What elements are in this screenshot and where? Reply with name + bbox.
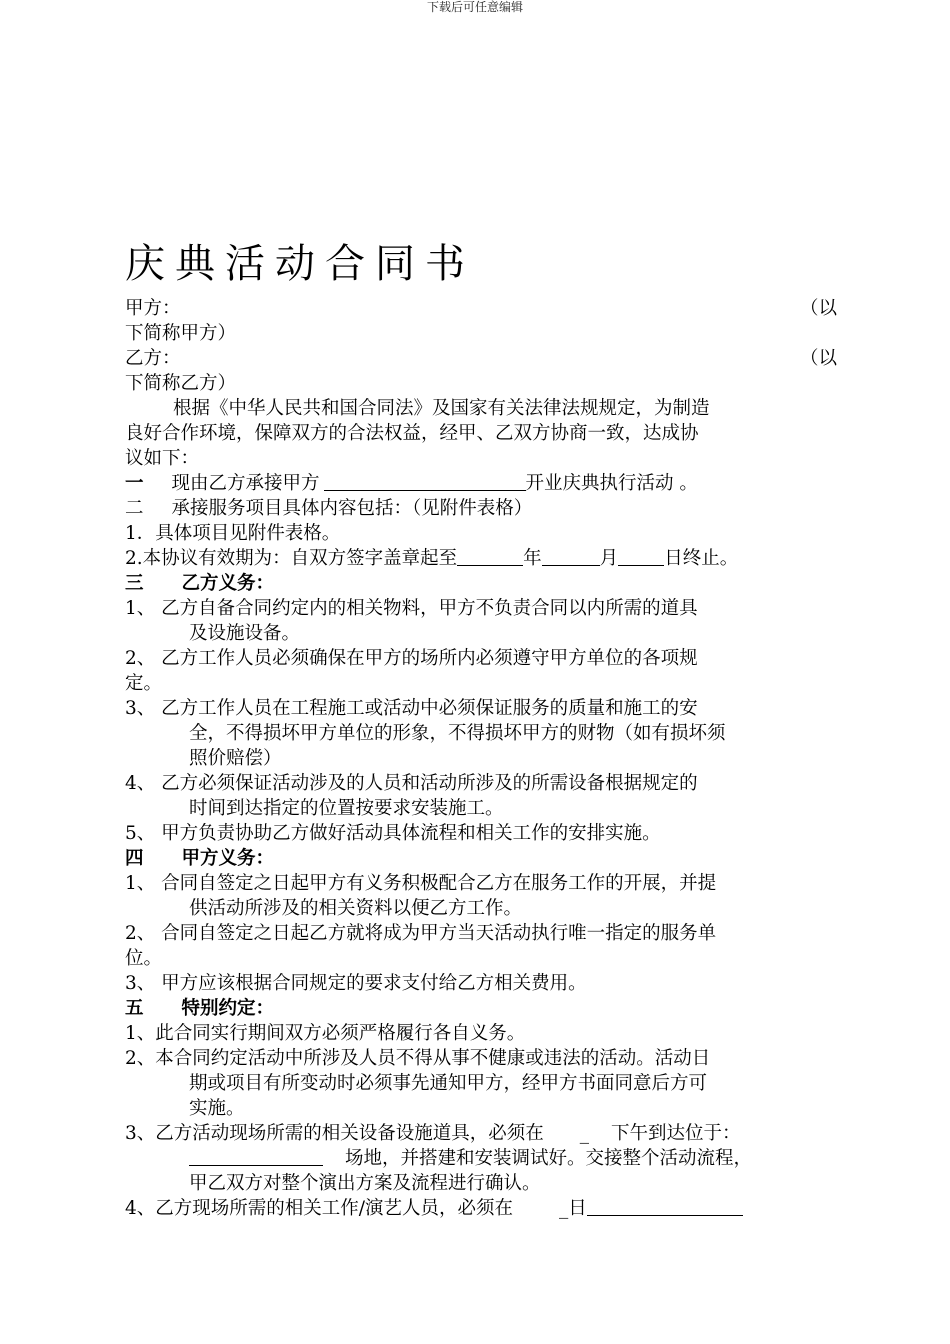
- day-label: 日终止。: [664, 548, 739, 569]
- party-a-label: 甲方：: [125, 298, 181, 319]
- section-2-text: 承接服务项目具体内容包括：（见附件表格）: [171, 498, 533, 519]
- section-5-item-1: 1、此合同实行期间双方必须严格履行各自义务。: [125, 1023, 526, 1044]
- party-a-suffix: （以: [799, 298, 837, 319]
- section-5-item-3a-end: 下午到达位于：: [611, 1123, 741, 1144]
- section-1: [125, 471, 837, 496]
- section-4-item-1b: 供活动所涉及的相关资料以便乙方工作。: [189, 898, 523, 919]
- day-blank: [618, 547, 664, 566]
- section-5: [125, 996, 837, 1021]
- party-a-cont: 下简称甲方）: [125, 323, 237, 344]
- section-5-item-3c: 甲乙双方对整个演出方案及流程进行确认。: [189, 1173, 541, 1194]
- section-3-item-4a: 4、 乙方必须保证活动涉及的人员和活动所涉及的所需设备根据规定的: [125, 773, 698, 794]
- section-2-item-1: 1．具体项目见附件表格。: [125, 523, 341, 544]
- section-4-num: 四: [125, 848, 144, 869]
- preamble-line-2: 良好合作环境，保障双方的合法权益，经甲、乙双方协商一致，达成协: [125, 423, 699, 444]
- section-3-item-5: 5、 甲方负责协助乙方做好活动具体流程和相关工作的安排实施。: [125, 823, 661, 844]
- party-b-cont: 下简称乙方）: [125, 373, 237, 394]
- section-3-item-3b: 全，不得损坏甲方单位的形象，不得损坏甲方的财物（如有损坏须: [189, 723, 726, 744]
- party-b-suffix: （以: [799, 348, 837, 369]
- validity-text: 2.本协议有效期为：自双方签字盖章起至: [125, 548, 458, 569]
- section-5-item-2a: 2、本合同约定活动中所涉及人员不得从事不健康或违法的活动。活动日: [125, 1048, 711, 1069]
- section-3-title: 乙方义务：: [181, 573, 275, 594]
- preamble-line-1: 根据《中华人民共和国合同法》及国家有关法律法规规定，为制造: [173, 398, 710, 419]
- month-label: 月: [599, 548, 619, 569]
- section-4-item-1a: 1、 合同自签定之日起甲方有义务积极配合乙方在服务工作的开展，并提: [125, 873, 717, 894]
- section-3-item-2b: 定。: [125, 673, 163, 694]
- section-4-item-2b: 位。: [125, 948, 163, 969]
- party-a-line: [125, 296, 837, 321]
- section-5-item-3b: [125, 1146, 837, 1171]
- section-5-item-4a: [125, 1196, 837, 1221]
- date-mark: _日: [559, 1198, 587, 1219]
- section-2-item-2: [125, 546, 837, 571]
- section-3-item-1b: 及设施设备。: [189, 623, 301, 644]
- section-2: [125, 496, 837, 521]
- section-2-num: 二: [125, 498, 144, 519]
- section-4-item-2a: 2、 合同自签定之日起乙方就将成为甲方当天活动执行唯一指定的服务单: [125, 923, 717, 944]
- party-b-label: 乙方：: [125, 348, 181, 369]
- document-body: [125, 238, 837, 1221]
- preamble-line-3: 议如下：: [125, 448, 200, 469]
- section-5-item-3a-text: 3、乙方活动现场所需的相关设备设施道具，必须在: [125, 1123, 544, 1144]
- section-1-text-a: 现由乙方承接甲方: [171, 473, 320, 494]
- section-5-item-3b-text: 场地，并搭建和安装调试好。交接整个活动流程，: [345, 1148, 753, 1169]
- section-5-item-4a-text: 4、乙方现场所需的相关工作/演艺人员，必须在: [125, 1198, 514, 1219]
- section-5-title: 特别约定：: [181, 998, 275, 1019]
- header-note: 下载后可任意编辑: [426, 0, 523, 14]
- section-1-text-b: 开业庆典执行活动 。: [525, 473, 698, 494]
- section-3-item-3a: 3、 乙方工作人员在工程施工或活动中必须保证服务的质量和施工的安: [125, 698, 698, 719]
- date-blank: [587, 1197, 743, 1216]
- section-3-item-3c: 照价赔偿）: [189, 748, 282, 769]
- section-4-item-3: 3、 甲方应该根据合同规定的要求支付给乙方相关费用。: [125, 973, 587, 994]
- section-3-item-4b: 时间到达指定的位置按要求安装施工。: [189, 798, 504, 819]
- section-5-item-3a: [125, 1121, 837, 1146]
- section-3-num: 三: [125, 573, 144, 594]
- year-blank: [457, 547, 523, 566]
- section-5-num: 五: [125, 998, 144, 1019]
- section-5-item-2c: 实施。: [189, 1098, 245, 1119]
- section-5-item-2b: 期或项目有所变动时必须事先通知甲方，经甲方书面同意后方可: [189, 1073, 708, 1094]
- party-b-line: [125, 346, 837, 371]
- section-1-num: 一: [125, 473, 144, 494]
- party-a-blank: [324, 472, 526, 491]
- section-3: [125, 571, 837, 596]
- section-4: [125, 846, 837, 871]
- section-3-item-1a: 1、 乙方自备合同约定内的相关物料，甲方不负责合同以内所需的道具: [125, 598, 698, 619]
- document-title: 庆典活动合同书: [125, 241, 475, 287]
- section-3-item-2a: 2、 乙方工作人员必须确保在甲方的场所内必须遵守甲方单位的各项规: [125, 648, 698, 669]
- month-blank: [542, 547, 600, 566]
- time-mark: _: [579, 1123, 590, 1144]
- venue-blank: [189, 1147, 323, 1166]
- section-4-title: 甲方义务：: [181, 848, 275, 869]
- year-label: 年: [523, 548, 542, 569]
